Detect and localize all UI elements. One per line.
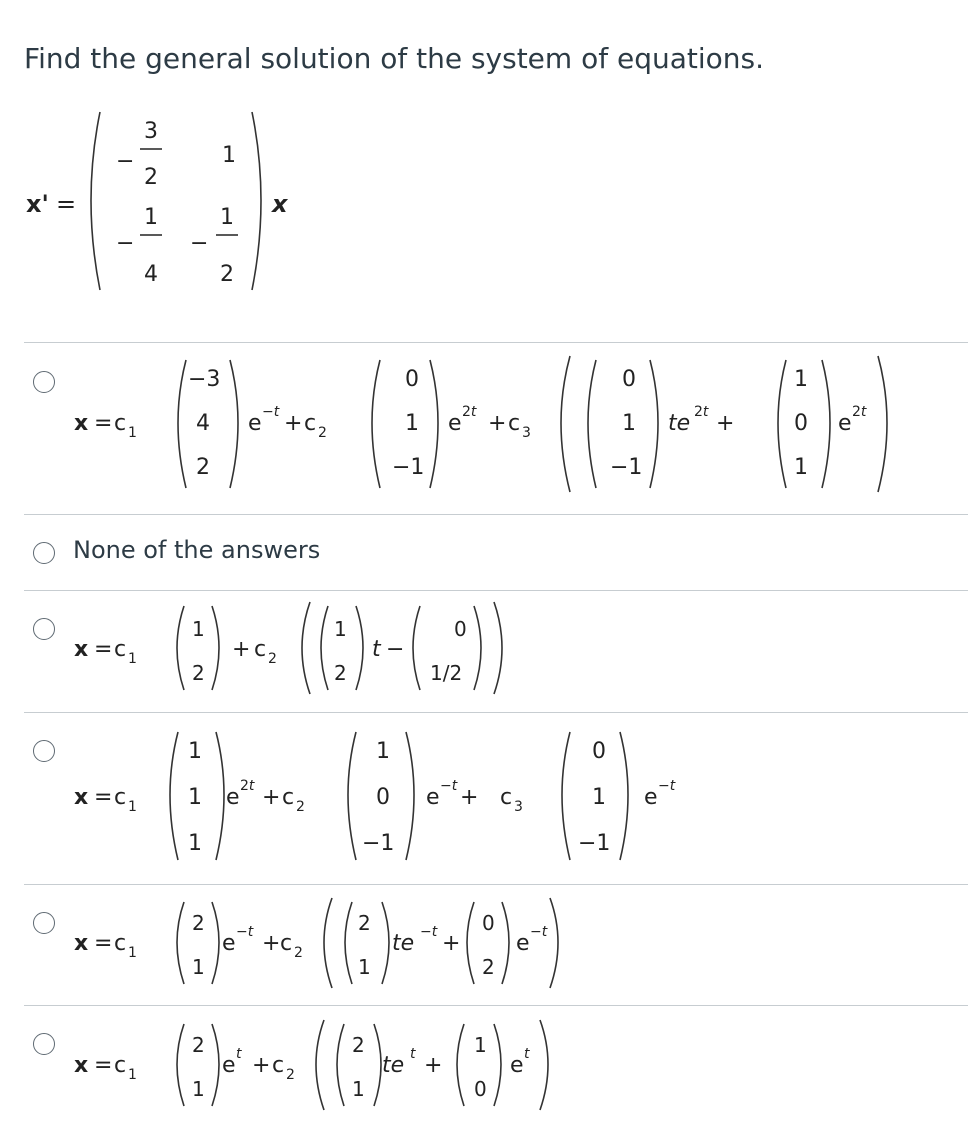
svg-text:+: + bbox=[442, 931, 461, 956]
svg-text:e: e bbox=[248, 411, 262, 436]
rhs-x: x bbox=[272, 190, 288, 218]
svg-text:−1: −1 bbox=[578, 831, 611, 856]
svg-text:=: = bbox=[94, 931, 113, 956]
divider bbox=[24, 590, 968, 591]
svg-text:+: + bbox=[262, 931, 281, 956]
entry-11-den: 2 bbox=[144, 165, 158, 190]
svg-text:2: 2 bbox=[192, 661, 205, 685]
entry-11-num: 3 bbox=[144, 119, 158, 144]
svg-text:0: 0 bbox=[622, 367, 636, 392]
svg-text:3: 3 bbox=[514, 799, 523, 815]
svg-text:1: 1 bbox=[192, 1077, 205, 1101]
option-b-radio[interactable] bbox=[33, 542, 55, 564]
svg-text:+: + bbox=[716, 411, 735, 436]
svg-text:1: 1 bbox=[622, 411, 636, 436]
entry-22-minus: − bbox=[190, 231, 209, 256]
divider bbox=[24, 712, 968, 713]
svg-text:0: 0 bbox=[474, 1077, 487, 1101]
svg-text:−t: −t bbox=[262, 404, 280, 420]
svg-text:1: 1 bbox=[128, 799, 137, 815]
entry-11-minus: − bbox=[116, 149, 135, 174]
svg-text:e: e bbox=[226, 785, 240, 810]
right-paren bbox=[252, 112, 261, 290]
svg-text:−t: −t bbox=[236, 924, 254, 940]
entry-21-num: 1 bbox=[144, 205, 158, 230]
svg-text:2: 2 bbox=[482, 955, 495, 979]
svg-text:x: x bbox=[74, 637, 89, 662]
svg-text:−1: −1 bbox=[392, 455, 425, 480]
svg-text:te: te bbox=[382, 1053, 405, 1078]
svg-text:+: + bbox=[262, 785, 281, 810]
left-paren bbox=[91, 112, 100, 290]
svg-text:1: 1 bbox=[794, 455, 808, 480]
svg-text:e: e bbox=[448, 411, 462, 436]
svg-text:e: e bbox=[838, 411, 852, 436]
option-d-radio[interactable] bbox=[33, 740, 55, 762]
svg-text:2: 2 bbox=[286, 1067, 295, 1083]
svg-text:x: x bbox=[74, 785, 89, 810]
svg-text:0: 0 bbox=[794, 411, 808, 436]
svg-text:−t: −t bbox=[440, 778, 458, 794]
divider bbox=[24, 1005, 968, 1006]
svg-text:=: = bbox=[94, 411, 113, 436]
svg-text:t: t bbox=[410, 1046, 416, 1062]
svg-text:+: + bbox=[488, 411, 507, 436]
svg-text:0: 0 bbox=[405, 367, 419, 392]
svg-text:c: c bbox=[272, 1053, 285, 1078]
entry-22-den: 2 bbox=[220, 262, 234, 287]
svg-text:2t: 2t bbox=[462, 404, 477, 420]
svg-text:2t: 2t bbox=[852, 404, 867, 420]
svg-text:c: c bbox=[280, 931, 293, 956]
option-c-formula[interactable] bbox=[70, 600, 570, 700]
svg-text:c: c bbox=[508, 411, 521, 436]
svg-text:c: c bbox=[114, 1053, 127, 1078]
svg-text:1: 1 bbox=[188, 831, 202, 856]
svg-text:1: 1 bbox=[192, 617, 205, 641]
option-f-formula[interactable] bbox=[70, 1018, 630, 1118]
option-e-radio[interactable] bbox=[33, 912, 55, 934]
svg-text:1: 1 bbox=[405, 411, 419, 436]
option-d-formula[interactable] bbox=[70, 724, 710, 874]
svg-text:t: t bbox=[524, 1046, 530, 1062]
svg-text:x: x bbox=[74, 1053, 89, 1078]
svg-text:+: + bbox=[424, 1053, 443, 1078]
svg-text:1: 1 bbox=[128, 425, 137, 441]
svg-text:−1: −1 bbox=[362, 831, 395, 856]
svg-text:2: 2 bbox=[196, 455, 210, 480]
svg-text:2: 2 bbox=[192, 1033, 205, 1057]
svg-text:c: c bbox=[114, 411, 127, 436]
divider bbox=[24, 514, 968, 515]
entry-21-den: 4 bbox=[144, 262, 158, 287]
svg-text:1: 1 bbox=[128, 651, 137, 667]
svg-text:=: = bbox=[94, 1053, 113, 1078]
svg-text:2: 2 bbox=[358, 911, 371, 935]
svg-text:1: 1 bbox=[592, 785, 606, 810]
svg-text:+: + bbox=[460, 785, 479, 810]
svg-text:−: − bbox=[386, 637, 405, 662]
option-b-label[interactable]: None of the answers bbox=[73, 536, 321, 564]
svg-text:2: 2 bbox=[192, 911, 205, 935]
svg-text:−3: −3 bbox=[188, 367, 221, 392]
svg-text:1: 1 bbox=[474, 1033, 487, 1057]
svg-text:=: = bbox=[94, 785, 113, 810]
svg-text:c: c bbox=[114, 637, 127, 662]
system-equation bbox=[20, 100, 320, 300]
svg-text:t: t bbox=[372, 637, 381, 662]
svg-text:1: 1 bbox=[794, 367, 808, 392]
entry-22-num: 1 bbox=[220, 205, 234, 230]
svg-text:e: e bbox=[222, 931, 236, 956]
svg-text:0: 0 bbox=[592, 739, 606, 764]
svg-text:c: c bbox=[114, 785, 127, 810]
svg-text:2: 2 bbox=[334, 661, 347, 685]
svg-text:e: e bbox=[222, 1053, 236, 1078]
svg-text:c: c bbox=[254, 637, 267, 662]
svg-text:2: 2 bbox=[294, 945, 303, 961]
svg-text:c: c bbox=[500, 785, 513, 810]
lhs-x-prime: x' bbox=[26, 190, 49, 218]
svg-text:1: 1 bbox=[188, 739, 202, 764]
svg-text:e: e bbox=[510, 1053, 524, 1078]
svg-text:1: 1 bbox=[358, 955, 371, 979]
option-a-formula[interactable] bbox=[70, 352, 910, 502]
option-e-formula[interactable] bbox=[70, 896, 670, 996]
svg-text:e: e bbox=[644, 785, 658, 810]
svg-text:t: t bbox=[236, 1046, 242, 1062]
svg-text:4: 4 bbox=[196, 411, 210, 436]
svg-text:c: c bbox=[282, 785, 295, 810]
equals-sign: = bbox=[56, 190, 77, 218]
svg-text:c: c bbox=[304, 411, 317, 436]
svg-text:−t: −t bbox=[658, 778, 676, 794]
svg-text:x: x bbox=[74, 931, 89, 956]
svg-text:+: + bbox=[252, 1053, 271, 1078]
question-text: Find the general solution of the system of equations. bbox=[24, 42, 765, 75]
option-a-radio[interactable] bbox=[33, 371, 55, 393]
svg-text:−1: −1 bbox=[610, 455, 643, 480]
entry-12: 1 bbox=[222, 143, 236, 168]
svg-text:+: + bbox=[232, 637, 251, 662]
svg-text:te: te bbox=[392, 931, 415, 956]
svg-text:1: 1 bbox=[352, 1077, 365, 1101]
svg-text:2t: 2t bbox=[240, 778, 255, 794]
svg-text:2: 2 bbox=[268, 651, 277, 667]
svg-text:−t: −t bbox=[420, 924, 438, 940]
svg-text:3: 3 bbox=[522, 425, 531, 441]
svg-text:1: 1 bbox=[128, 945, 137, 961]
svg-text:x: x bbox=[74, 411, 89, 436]
option-f-radio[interactable] bbox=[33, 1033, 55, 1055]
svg-text:2: 2 bbox=[296, 799, 305, 815]
svg-text:0: 0 bbox=[454, 617, 467, 641]
svg-text:1: 1 bbox=[188, 785, 202, 810]
svg-text:e: e bbox=[516, 931, 530, 956]
divider bbox=[24, 342, 968, 343]
svg-text:e: e bbox=[426, 785, 440, 810]
svg-text:0: 0 bbox=[376, 785, 390, 810]
svg-text:1: 1 bbox=[192, 955, 205, 979]
svg-text:1: 1 bbox=[376, 739, 390, 764]
svg-text:2: 2 bbox=[352, 1033, 365, 1057]
svg-text:0: 0 bbox=[482, 911, 495, 935]
svg-text:1: 1 bbox=[334, 617, 347, 641]
svg-text:+: + bbox=[284, 411, 303, 436]
svg-text:te: te bbox=[668, 411, 691, 436]
svg-text:2: 2 bbox=[318, 425, 327, 441]
divider bbox=[24, 884, 968, 885]
svg-text:−t: −t bbox=[530, 924, 548, 940]
svg-text:1: 1 bbox=[128, 1067, 137, 1083]
entry-21-minus: − bbox=[116, 231, 135, 256]
svg-text:=: = bbox=[94, 637, 113, 662]
svg-text:2t: 2t bbox=[694, 404, 709, 420]
svg-text:c: c bbox=[114, 931, 127, 956]
option-c-radio[interactable] bbox=[33, 618, 55, 640]
svg-text:1/2: 1/2 bbox=[430, 661, 463, 685]
